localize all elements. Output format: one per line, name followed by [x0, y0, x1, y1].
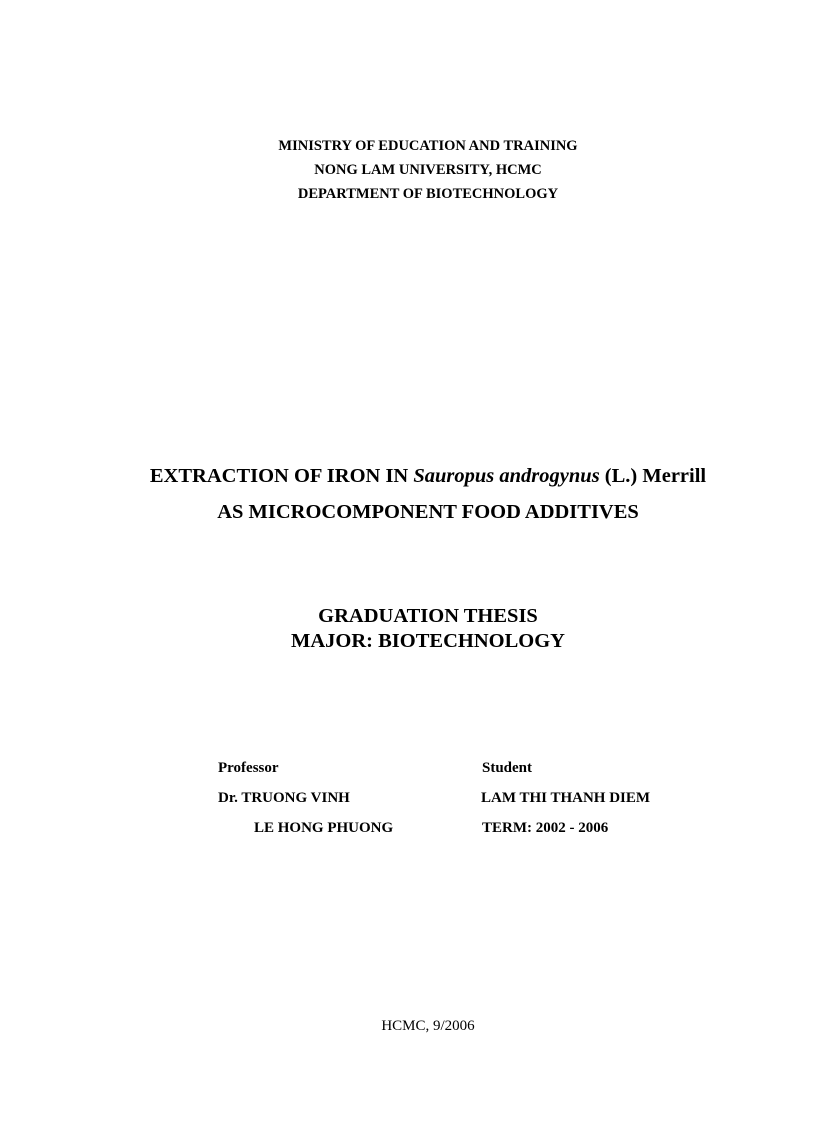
title-prefix: EXTRACTION OF IRON IN: [149, 465, 414, 487]
place-date: HCMC, 9/2006: [381, 1018, 475, 1034]
thesis-title: [0, 458, 816, 530]
professor-label: Professor: [218, 760, 279, 776]
title-suffix: (L.) Merrill: [599, 465, 707, 487]
professor-name-1: Dr. TRUONG VINH: [218, 790, 350, 806]
title-line-2: AS MICROCOMPONENT FOOD ADDITIVES: [217, 501, 639, 523]
professor-name-2: LE HONG PHUONG: [254, 820, 394, 836]
student-name: LAM THI THANH DIEM: [481, 790, 651, 806]
university-name: NONG LAM UNIVERSITY, HCMC: [314, 162, 542, 178]
professor-block: [218, 753, 393, 843]
institution-header: [0, 134, 816, 206]
title-line-1: [0, 458, 816, 494]
student-block: [481, 753, 650, 843]
ministry-name: MINISTRY OF EDUCATION AND TRAINING: [278, 138, 578, 154]
species-name: Sauropus androgynus: [413, 465, 600, 487]
student-label: Student: [482, 760, 533, 776]
major-label: MAJOR: BIOTECHNOLOGY: [291, 630, 565, 652]
department-name: DEPARTMENT OF BIOTECHNOLOGY: [297, 186, 559, 202]
thesis-label: GRADUATION THESIS: [318, 605, 538, 627]
student-term: TERM: 2002 - 2006: [482, 820, 609, 836]
thesis-type: [0, 604, 816, 654]
